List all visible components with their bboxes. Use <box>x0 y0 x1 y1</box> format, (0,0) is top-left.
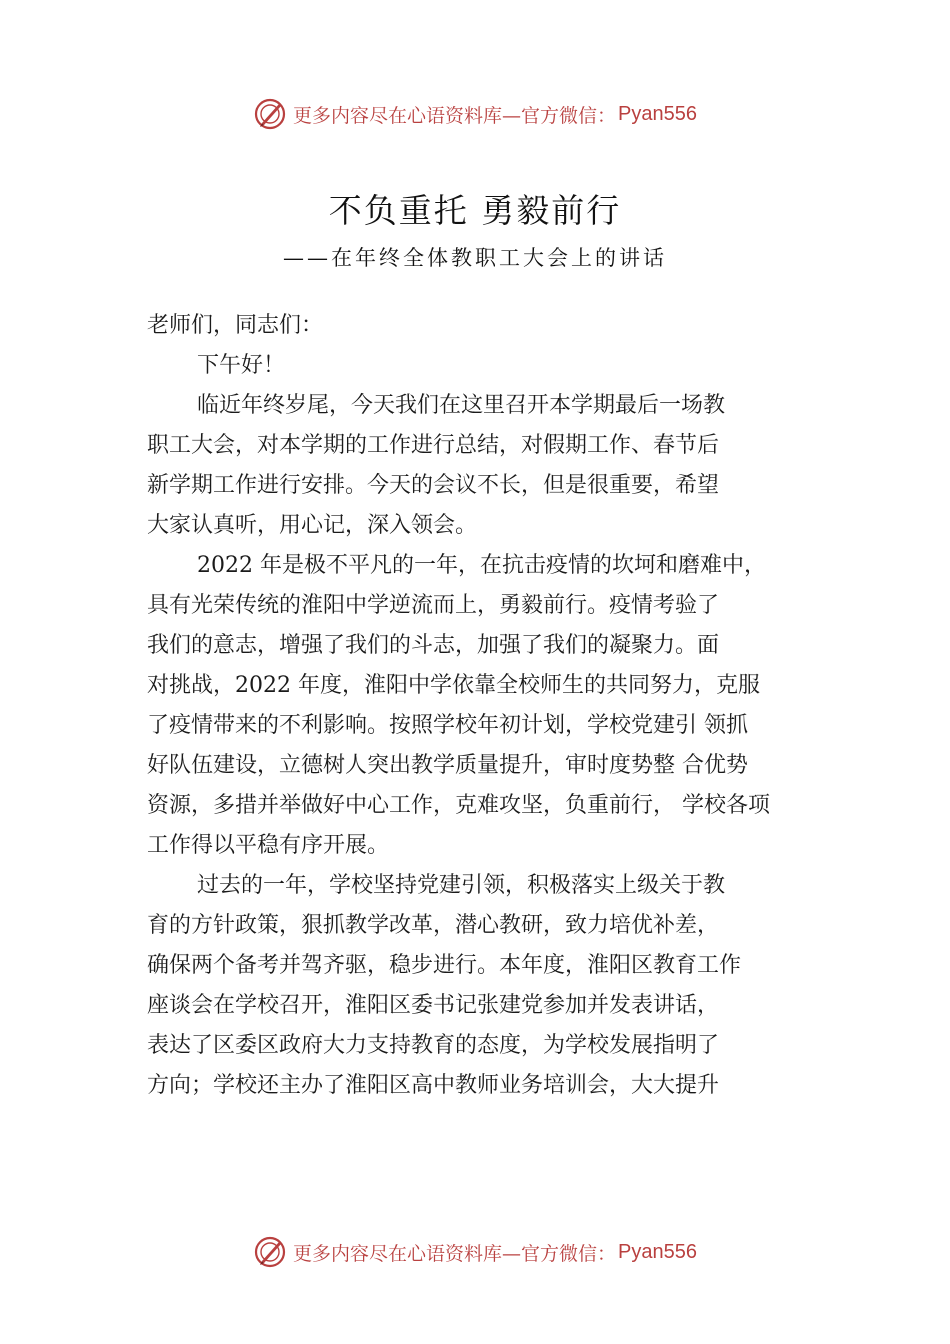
paragraph-line: 表达了区委区政府大力支持教育的态度，为学校发展指明了 <box>147 1033 720 1058</box>
watermark-header <box>0 94 950 134</box>
document-subtitle: ——在年终全体教职工大会上的讲话 <box>283 246 667 270</box>
paragraph-line: 工作得以平稳有序开展。 <box>147 833 390 858</box>
paragraph-line: 确保两个备考并驾齐驱，稳步进行。本年度，淮阳区教育工作 <box>147 953 742 978</box>
paragraph-line: 具有光荣传统的淮阳中学逆流而上，勇毅前行。疫情考验了 <box>147 593 720 618</box>
watermark-footer <box>0 1232 950 1272</box>
watermark-wechat-id: Pyan556 <box>618 1240 697 1263</box>
brand-logo-icon <box>253 1235 287 1269</box>
watermark-text: 更多内容尽在心语资料库—官方微信： <box>293 104 617 127</box>
greeting-line: 下午好！ <box>197 353 286 378</box>
paragraph-line: 对挑战，2022 年度，淮阳中学依靠全校师生的共同努力，克服 <box>147 673 760 698</box>
paragraph-line: 过去的一年，学校坚持党建引领，积极落实上级关于教 <box>197 873 726 898</box>
salutation-line: 老师们，同志们： <box>147 313 324 338</box>
paragraph-line: 职工大会，对本学期的工作进行总结，对假期工作、春节后 <box>147 433 720 458</box>
paragraph-line: 好队伍建设，立德树人突出教学质量提升，审时度势整 合优势 <box>147 753 748 778</box>
paragraph-line: 新学期工作进行安排。今天的会议不长，但是很重要，希望 <box>147 473 720 498</box>
paragraph-line: 大家认真听，用心记，深入领会。 <box>147 513 478 538</box>
paragraph-line: 育的方针政策，狠抓教学改革，潜心教研，致力培优补差， <box>147 913 720 938</box>
brand-logo-icon <box>253 97 287 131</box>
paragraph-line: 我们的意志，增强了我们的斗志，加强了我们的凝聚力。面 <box>147 633 720 658</box>
paragraph-line: 资源，多措并举做好中心工作，克难攻坚，负重前行， 学校各项 <box>147 793 770 818</box>
paragraph-line: 临近年终岁尾，今天我们在这里召开本学期最后一场教 <box>197 393 726 418</box>
paragraph-line: 2022 年是极不平凡的一年，在抗击疫情的坎坷和磨难中， <box>197 553 766 578</box>
document-body <box>147 306 832 1106</box>
watermark-text: 更多内容尽在心语资料库—官方微信： <box>293 1242 617 1265</box>
paragraph-line: 座谈会在学校召开，淮阳区委书记张建党参加并发表讲话， <box>147 993 720 1018</box>
document-title: 不负重托 勇毅前行 <box>328 191 622 230</box>
watermark-wechat-id: Pyan556 <box>618 102 697 125</box>
paragraph-line: 方向；学校还主办了淮阳区高中教师业务培训会，大大提升 <box>147 1073 720 1098</box>
paragraph-line: 了疫情带来的不利影响。按照学校年初计划，学校党建引 领抓 <box>147 713 748 738</box>
